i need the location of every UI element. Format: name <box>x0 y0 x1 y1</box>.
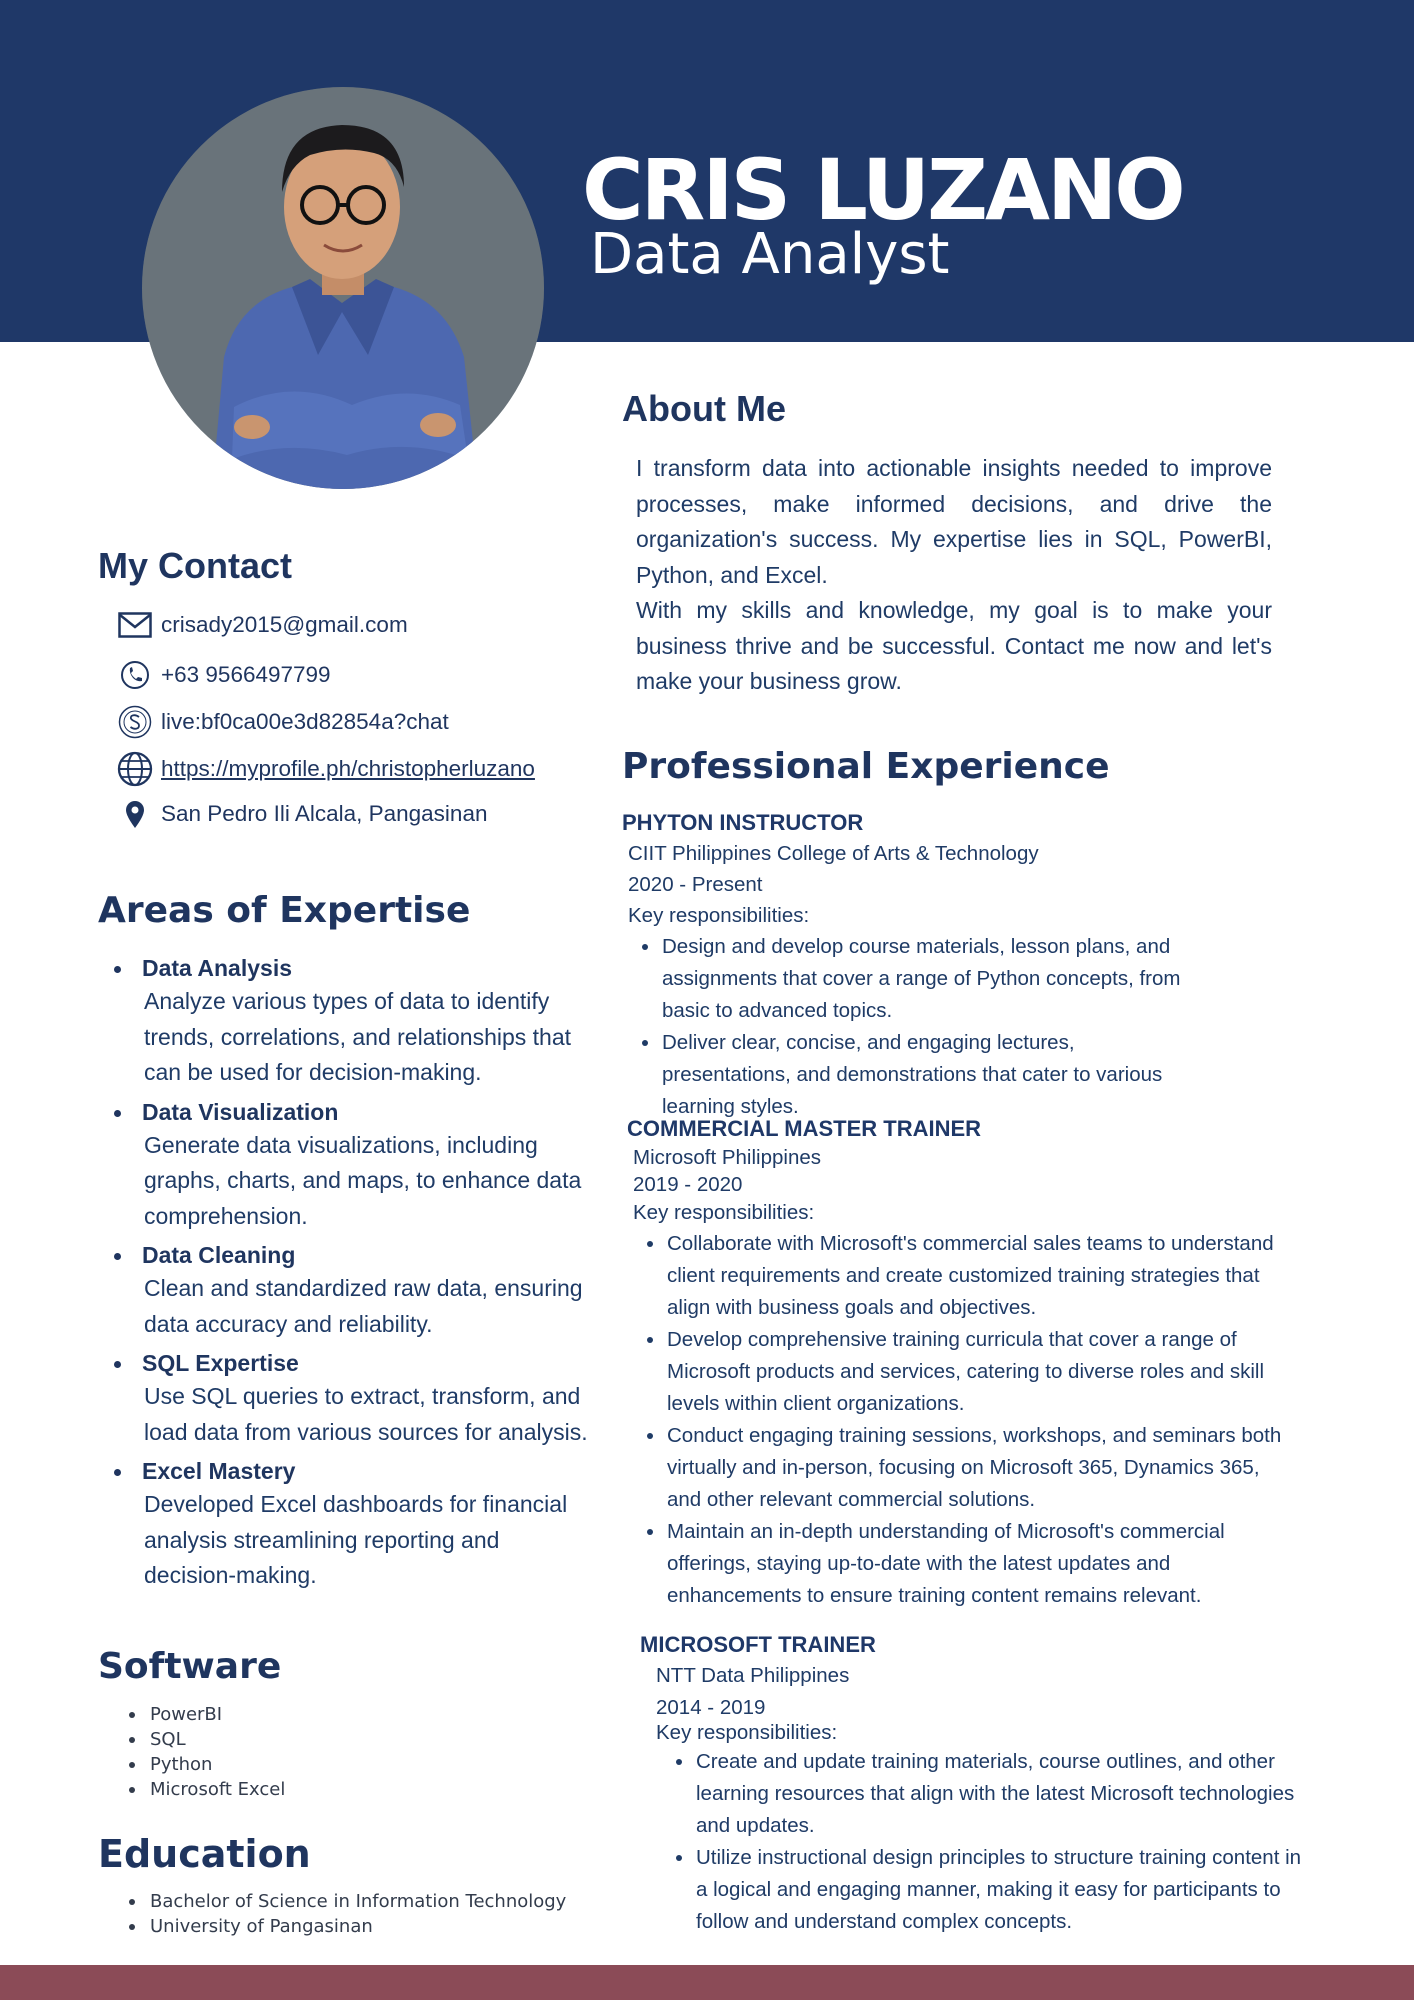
bullet-text: Collaborate with Microsoft's commercial sales teams to understand client requirements and create customized training strategies that align with business goals and objectives. <box>667 1232 1274 1319</box>
phone-icon <box>115 655 155 695</box>
expertise-desc: Clean and standardized raw data, ensuring data accuracy and reliability. <box>144 1275 583 1337</box>
bullet <box>642 944 648 950</box>
job-period: 2019 - 2020 <box>633 1173 743 1196</box>
job-bullets <box>627 1228 1287 1612</box>
phone-text[interactable]: +63 9566497799 <box>161 662 331 687</box>
expertise-desc: Use SQL queries to extract, transform, and load data from various sources for analysis. <box>144 1383 588 1445</box>
about-text <box>636 451 1272 700</box>
list-item <box>98 1239 588 1342</box>
profile-photo <box>142 87 544 489</box>
skype-icon <box>115 702 155 742</box>
software-list <box>100 1702 285 1802</box>
expertise-title: Data Cleaning <box>142 1242 296 1268</box>
list-item <box>100 1752 285 1777</box>
contact-email[interactable] <box>115 605 408 645</box>
list-item <box>656 1842 1306 1938</box>
list-item <box>656 1746 1306 1842</box>
bullet-text: Design and develop course materials, lesson plans, and assignments that cover a range of Python concepts, from basic to advanced topics. <box>662 935 1181 1022</box>
bullet <box>642 1040 648 1046</box>
list-item <box>98 952 588 1091</box>
list-item <box>622 1027 1207 1123</box>
address-text: San Pedro Ili Alcala, Pangasinan <box>161 801 488 826</box>
education-heading: Education <box>98 1832 311 1876</box>
skype-text[interactable]: live:bf0ca00e3d82854a?chat <box>161 709 449 734</box>
list-item <box>627 1324 1287 1420</box>
bullet <box>129 1787 135 1793</box>
job-resp-label: Key responsibilities: <box>656 1721 838 1744</box>
bullet <box>647 1241 653 1247</box>
contact-skype[interactable] <box>115 702 449 742</box>
expertise-desc: Analyze various types of data to identify trends, correlations, and relationships that can be used for decision-making. <box>144 988 572 1085</box>
bullet <box>129 1737 135 1743</box>
location-pin-icon <box>115 794 155 834</box>
job-period: 2014 - 2019 <box>656 1696 766 1719</box>
software-item: SQL <box>150 1729 186 1750</box>
education-item: University of Pangasinan <box>150 1916 373 1937</box>
software-item: Python <box>150 1754 213 1775</box>
globe-icon <box>115 749 155 789</box>
expertise-title: Data Analysis <box>142 955 292 981</box>
expertise-title: SQL Expertise <box>142 1350 299 1376</box>
bullet <box>129 1762 135 1768</box>
job-entry <box>622 808 1262 1123</box>
bullet <box>114 1469 121 1476</box>
bullet <box>676 1855 682 1861</box>
expertise-desc: Generate data visualizations, including graphs, charts, and maps, to enhance data comprehension. <box>144 1131 582 1229</box>
bullet <box>129 1712 135 1718</box>
avatar <box>142 87 544 489</box>
bullet-text: Maintain an in-depth understanding of Microsoft's commercial offerings, staying up-to-date with the latest updates and enhancements to ensure training content remains relevant. <box>667 1520 1225 1607</box>
job-period: 2020 - Present <box>628 873 763 896</box>
expertise-title: Excel Mastery <box>142 1458 296 1484</box>
job-entry <box>640 1630 1302 1938</box>
bullet <box>114 966 121 973</box>
bullet <box>647 1433 653 1439</box>
contact-address <box>115 794 487 834</box>
bullet <box>129 1899 135 1905</box>
list-item <box>100 1889 566 1914</box>
list-item <box>98 1096 588 1235</box>
job-bullets <box>656 1746 1306 1938</box>
list-item <box>100 1727 285 1752</box>
person-name: CRIS LUZANO <box>582 141 1183 239</box>
bullet-text: Develop comprehensive training curricula that cover a range of Microsoft products and services, catering to diverse roles and skill levels within client organizations. <box>667 1328 1265 1415</box>
experience-heading: Professional Experience <box>622 746 1110 787</box>
bullet <box>114 1253 121 1260</box>
about-heading: About Me <box>622 388 786 429</box>
expertise-title: Data Visualization <box>142 1098 339 1125</box>
job-company: NTT Data Philippines <box>656 1664 850 1687</box>
job-role: Data Analyst <box>590 222 950 287</box>
job-title: COMMERCIAL MASTER TRAINER <box>627 1116 982 1141</box>
software-heading: Software <box>98 1646 282 1687</box>
about-paragraph: I transform data into actionable insights needed to improve processes, make informed decisions, and drive the organization's success. My expertise lies in SQL, PowerBI, Python, and Excel. <box>636 455 1272 588</box>
education-item: Bachelor of Science in Information Technology <box>150 1891 567 1912</box>
expertise-list <box>98 952 588 1594</box>
contact-website[interactable] <box>115 749 535 789</box>
job-company: Microsoft Philippines <box>633 1146 821 1169</box>
footer-band <box>0 1965 1414 2000</box>
website-link[interactable]: https://myprofile.ph/christopherluzano <box>161 756 535 781</box>
list-item <box>100 1702 285 1727</box>
bullet <box>129 1924 135 1930</box>
list-item <box>98 1455 588 1594</box>
job-resp-label: Key responsibilities: <box>628 904 810 927</box>
list-item <box>100 1777 285 1802</box>
list-item <box>622 931 1207 1027</box>
bullet-text: Conduct engaging training sessions, workshops, and seminars both virtually and in-person, focusing on Microsoft 365, Dynamics 365, and other relevant commercial solutions. <box>667 1424 1282 1511</box>
about-paragraph: With my skills and knowledge, my goal is to make your business thrive and be successful. Contact me now and let's make your business grow. <box>636 597 1272 694</box>
expertise-desc: Developed Excel dashboards for financial analysis streamlining reporting and decision-making. <box>144 1491 568 1588</box>
software-item: PowerBI <box>150 1704 223 1725</box>
envelope-icon <box>115 605 155 645</box>
bullet <box>114 1110 121 1117</box>
education-list <box>100 1889 566 1939</box>
job-company: CIIT Philippines College of Arts & Technology <box>628 842 1039 865</box>
list-item <box>98 1347 588 1450</box>
bullet <box>647 1337 653 1343</box>
job-bullets <box>622 931 1207 1123</box>
bullet <box>647 1529 653 1535</box>
list-item <box>100 1914 566 1939</box>
list-item <box>627 1228 1287 1324</box>
email-text[interactable]: crisady2015@gmail.com <box>161 612 408 637</box>
job-title: MICROSOFT TRAINER <box>640 1632 876 1657</box>
bullet-text: Utilize instructional design principles to structure training content in a logical and engaging manner, making it easy for participants to follow and understand complex concepts. <box>696 1846 1302 1933</box>
contact-heading: My Contact <box>98 545 293 586</box>
bullet <box>114 1361 121 1368</box>
list-item <box>627 1516 1287 1612</box>
bullet-text: Deliver clear, concise, and engaging lectures, presentations, and demonstrations that cater to various learning styles. <box>662 1031 1163 1118</box>
bullet-text: Create and update training materials, course outlines, and other learning resources that align with the latest Microsoft technologies and updates. <box>696 1750 1295 1837</box>
software-item: Microsoft Excel <box>150 1779 286 1800</box>
job-entry <box>627 1114 1287 1612</box>
job-resp-label: Key responsibilities: <box>633 1201 815 1224</box>
job-title: PHYTON INSTRUCTOR <box>622 810 864 835</box>
list-item <box>627 1420 1287 1516</box>
contact-phone[interactable] <box>115 655 331 695</box>
bullet <box>676 1759 682 1765</box>
expertise-heading: Areas of Expertise <box>98 890 471 931</box>
